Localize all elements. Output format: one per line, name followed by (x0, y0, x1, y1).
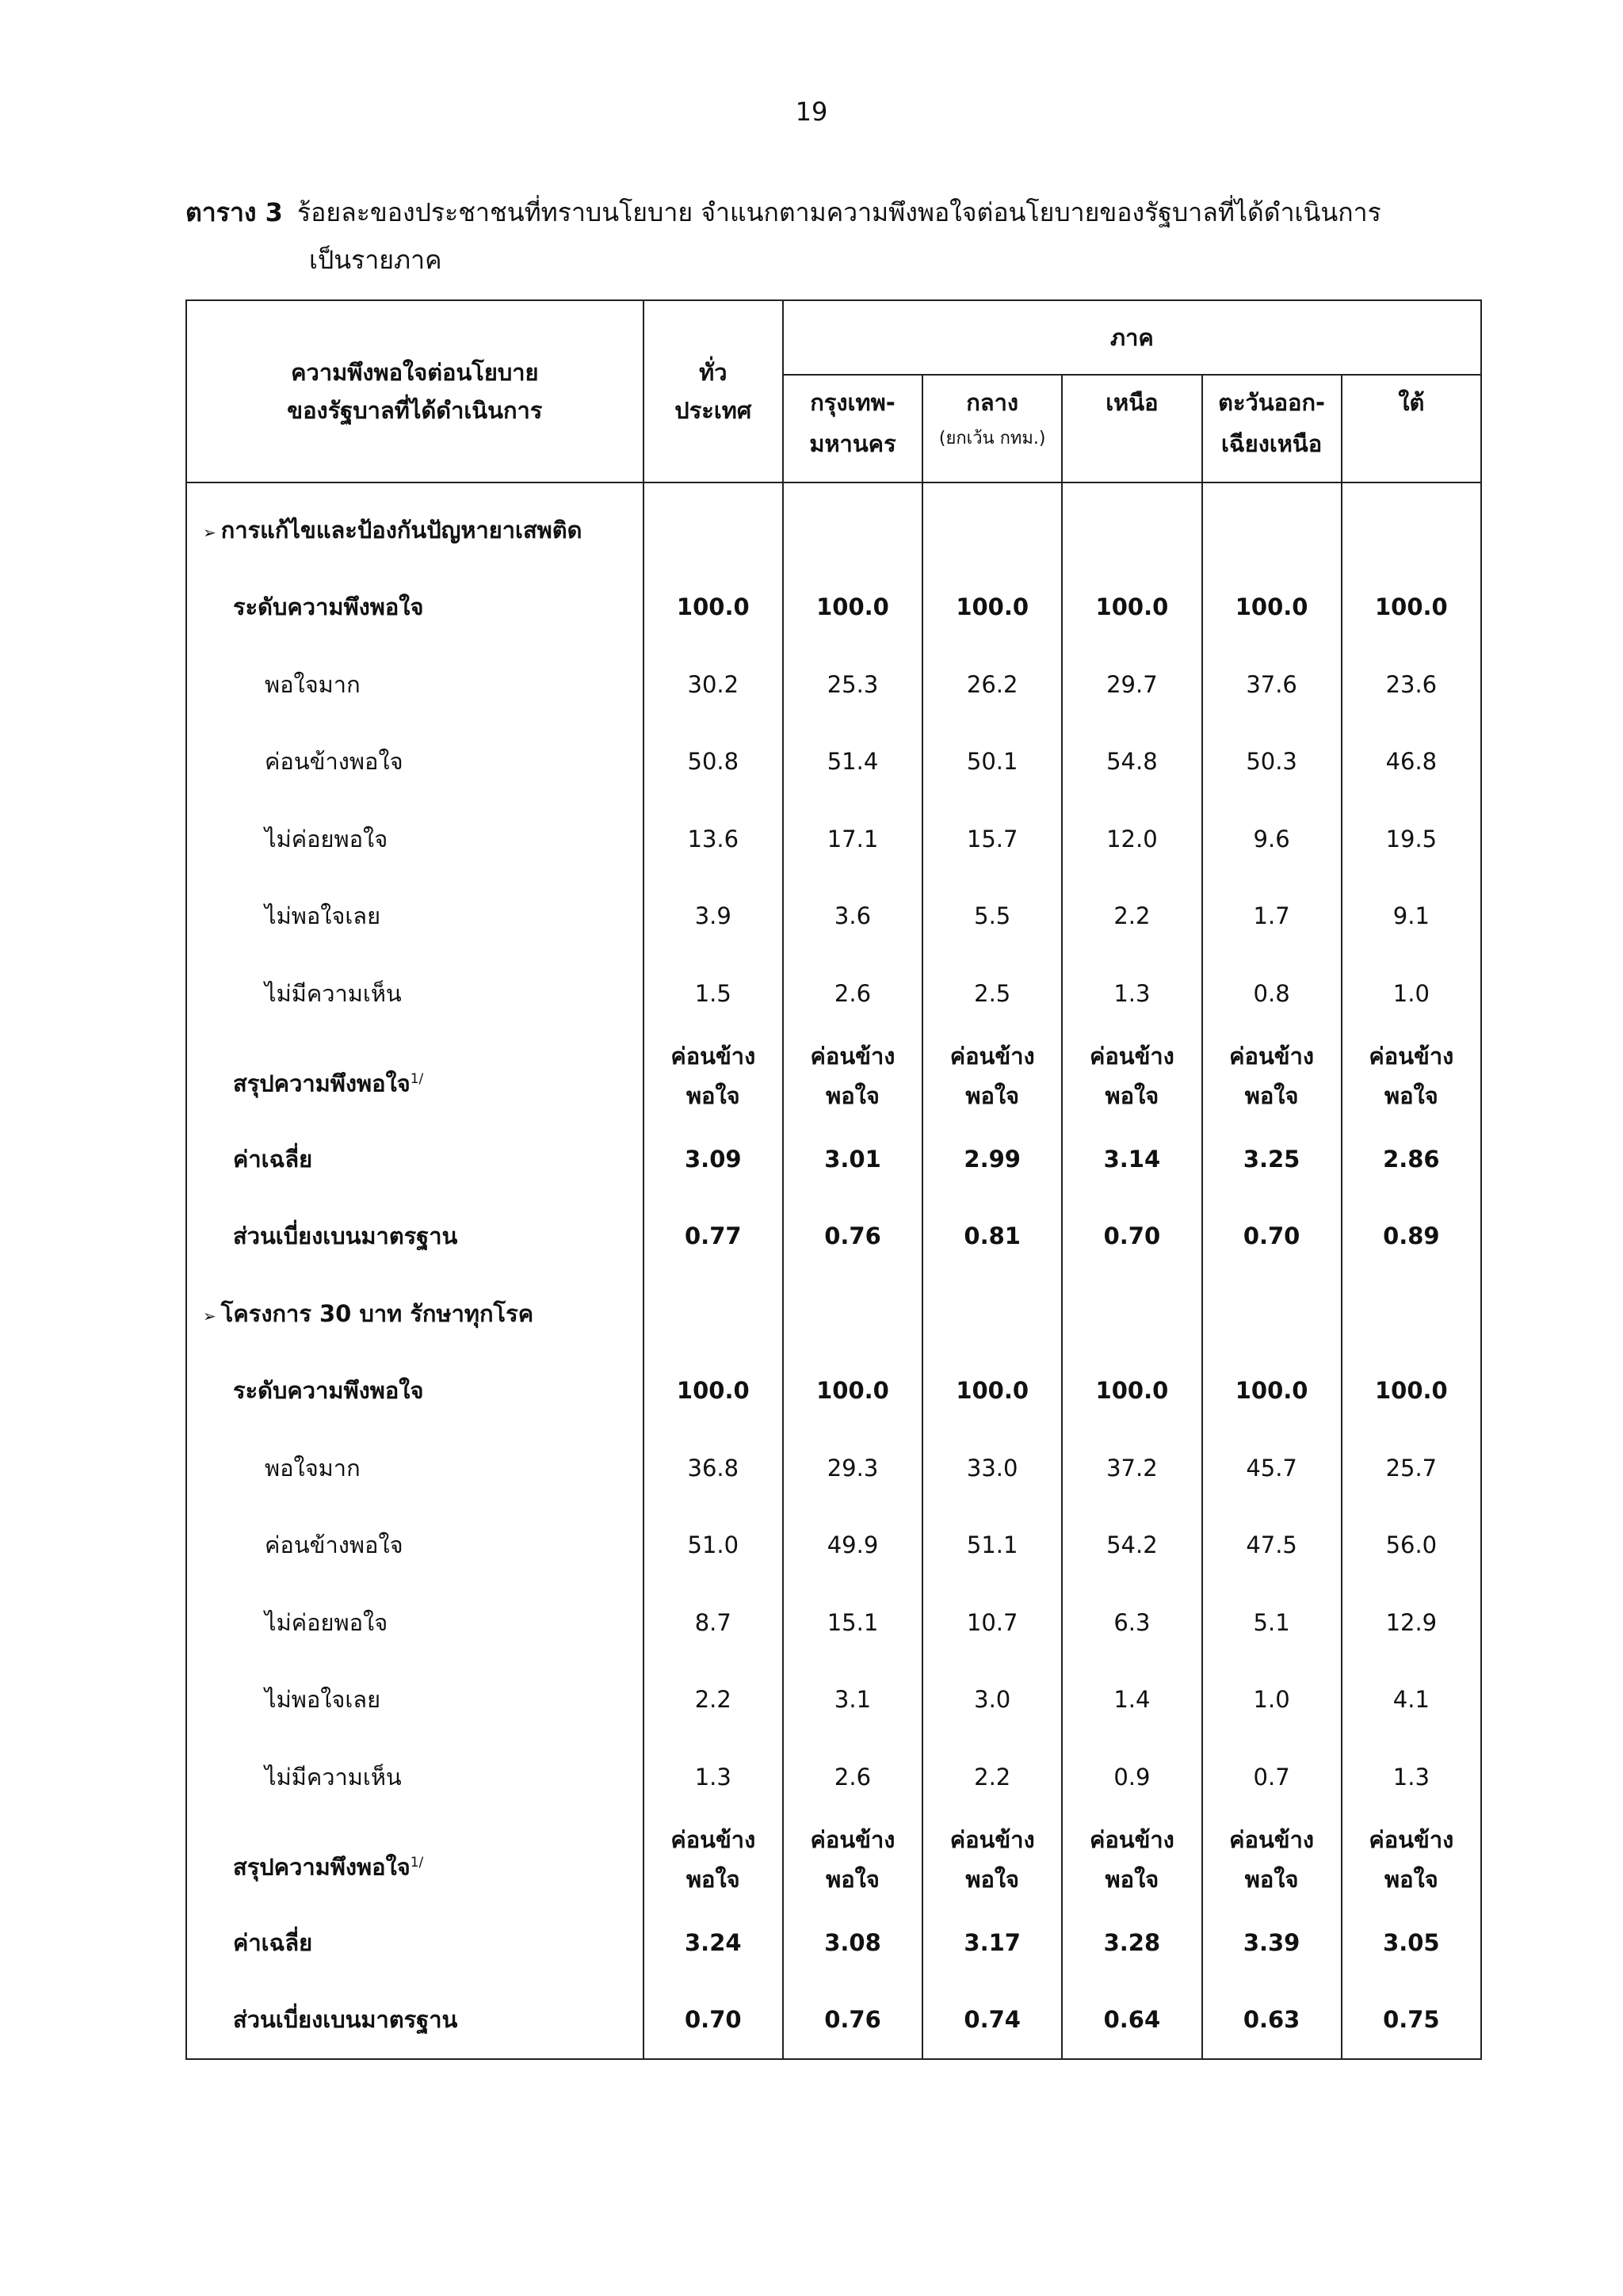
detail-value: 12.9 (1342, 1584, 1481, 1661)
summary-value-line2: พอใจ (826, 1866, 880, 1894)
detail-value: 2.2 (1062, 878, 1201, 955)
detail-label: ไม่ค่อยพอใจ (186, 800, 643, 878)
header-region-line2: มหานคร (809, 430, 896, 457)
detail-value: 54.2 (1062, 1507, 1201, 1585)
detail-value: 3.0 (922, 1661, 1062, 1739)
total-label: ระดับความพึงพอใจ (186, 569, 643, 646)
summary-value-line2: พอใจ (1105, 1866, 1159, 1894)
detail-value: 47.5 (1202, 1507, 1342, 1585)
summary-value-line1: ค่อนข้าง (810, 1826, 896, 1854)
sd-value: 0.63 (1202, 1981, 1342, 2060)
detail-value: 15.7 (922, 800, 1062, 878)
detail-row (186, 800, 1481, 878)
header-region-note: (ยกเว้น กทม.) (938, 429, 1046, 448)
detail-value: 5.1 (1202, 1584, 1342, 1661)
mean-label: ค่าเฉลี่ย (186, 1120, 643, 1198)
summary-value-line1: ค่อนข้าง (1089, 1826, 1174, 1854)
detail-value: 2.2 (643, 1661, 783, 1739)
caption-label: ตาราง 3 (185, 197, 283, 227)
mean-row (186, 1904, 1481, 1981)
summary-label-text: สรุปความพึงพอใจ (233, 1854, 411, 1882)
header-region-line1: ตะวันออก- (1218, 389, 1326, 416)
detail-value: 51.4 (783, 723, 922, 801)
summary-value-line2: พอใจ (826, 1082, 880, 1110)
header-policy-satisfaction (186, 300, 643, 482)
table-caption (185, 189, 1485, 284)
header-region-0 (783, 375, 922, 482)
detail-value: 0.9 (1062, 1738, 1201, 1816)
summary-value-line2: พอใจ (1244, 1082, 1299, 1110)
detail-row (186, 1661, 1481, 1739)
summary-value (643, 1032, 783, 1121)
detail-row (186, 1738, 1481, 1816)
header-region-4 (1342, 375, 1481, 482)
total-label: ระดับความพึงพอใจ (186, 1352, 643, 1430)
empty-cell (922, 1275, 1062, 1352)
detail-value: 25.7 (1342, 1429, 1481, 1507)
detail-value: 15.1 (783, 1584, 922, 1661)
detail-row (186, 1507, 1481, 1585)
sd-value: 0.70 (1062, 1198, 1201, 1276)
detail-row (186, 1429, 1481, 1507)
detail-row (186, 723, 1481, 801)
mean-value: 2.99 (922, 1120, 1062, 1198)
detail-value: 45.7 (1202, 1429, 1342, 1507)
detail-value: 50.8 (643, 723, 783, 801)
total-value: 100.0 (643, 569, 783, 646)
detail-value: 1.5 (643, 955, 783, 1032)
header-national-line2: ประเทศ (674, 397, 752, 424)
section-row (186, 482, 1481, 569)
sd-value: 0.74 (922, 1981, 1062, 2060)
header-region-3 (1202, 375, 1342, 482)
summary-value-line1: ค่อนข้าง (810, 1043, 896, 1070)
detail-value: 49.9 (783, 1507, 922, 1585)
header-region-group: ภาค (783, 300, 1481, 375)
empty-cell (1342, 482, 1481, 569)
sd-value: 0.70 (643, 1981, 783, 2060)
detail-value: 13.6 (643, 800, 783, 878)
total-value: 100.0 (1062, 1352, 1201, 1430)
summary-value-line1: ค่อนข้าง (670, 1043, 756, 1070)
detail-value: 8.7 (643, 1584, 783, 1661)
detail-value: 46.8 (1342, 723, 1481, 801)
mean-value: 3.39 (1202, 1904, 1342, 1981)
detail-value: 4.1 (1342, 1661, 1481, 1739)
sd-label: ส่วนเบี่ยงเบนมาตรฐาน (186, 1198, 643, 1276)
detail-value: 1.3 (1062, 955, 1201, 1032)
summary-value (1202, 1032, 1342, 1121)
satisfaction-table (185, 299, 1482, 2060)
detail-value: 10.7 (922, 1584, 1062, 1661)
total-value: 100.0 (1202, 1352, 1342, 1430)
sd-value: 0.70 (1202, 1198, 1342, 1276)
detail-value: 3.9 (643, 878, 783, 955)
empty-cell (783, 1275, 922, 1352)
empty-cell (1202, 1275, 1342, 1352)
mean-value: 3.24 (643, 1904, 783, 1981)
detail-value: 3.6 (783, 878, 922, 955)
detail-value: 1.3 (643, 1738, 783, 1816)
detail-value: 1.0 (1202, 1661, 1342, 1739)
summary-value-line2: พอใจ (1105, 1082, 1159, 1110)
detail-value: 1.3 (1342, 1738, 1481, 1816)
detail-value: 30.2 (643, 646, 783, 723)
summary-value (783, 1032, 922, 1121)
detail-value: 2.6 (783, 1738, 922, 1816)
mean-value: 3.01 (783, 1120, 922, 1198)
detail-row (186, 878, 1481, 955)
summary-value-line1: ค่อนข้าง (1229, 1043, 1315, 1070)
header-col0-line2: ของรัฐบาลที่ได้ดำเนินการ (287, 397, 543, 424)
empty-cell (1202, 482, 1342, 569)
detail-value: 37.6 (1202, 646, 1342, 723)
summary-value-line1: ค่อนข้าง (1229, 1826, 1315, 1854)
summary-value-line1: ค่อนข้าง (670, 1826, 756, 1854)
detail-label: ไม่พอใจเลย (186, 878, 643, 955)
mean-label: ค่าเฉลี่ย (186, 1904, 643, 1981)
detail-value: 37.2 (1062, 1429, 1201, 1507)
total-value: 100.0 (783, 1352, 922, 1430)
summary-value (1342, 1816, 1481, 1905)
detail-value: 50.1 (922, 723, 1062, 801)
detail-row (186, 1584, 1481, 1661)
summary-value-line2: พอใจ (1244, 1866, 1299, 1894)
sd-value: 0.81 (922, 1198, 1062, 1276)
detail-label: ค่อนข้างพอใจ (186, 1507, 643, 1585)
caption-line-2: เป็นรายภาค (309, 245, 442, 275)
detail-value: 51.1 (922, 1507, 1062, 1585)
mean-value: 3.09 (643, 1120, 783, 1198)
header-region-2 (1062, 375, 1201, 482)
summary-value-line2: พอใจ (965, 1866, 1020, 1894)
detail-value: 50.3 (1202, 723, 1342, 801)
header-region-line1: ใต้ (1398, 389, 1425, 416)
empty-cell (1062, 1275, 1201, 1352)
section-title (186, 1275, 643, 1352)
detail-value: 29.3 (783, 1429, 922, 1507)
empty-cell (922, 482, 1062, 569)
section-row (186, 1275, 1481, 1352)
detail-value: 2.5 (922, 955, 1062, 1032)
total-value: 100.0 (922, 1352, 1062, 1430)
header-national-line1: ทั่ว (699, 359, 727, 386)
sd-label: ส่วนเบี่ยงเบนมาตรฐาน (186, 1981, 643, 2060)
detail-label: พอใจมาก (186, 646, 643, 723)
section-title (186, 482, 643, 569)
total-value: 100.0 (643, 1352, 783, 1430)
footnote-mark: 1/ (410, 1855, 424, 1871)
detail-label: ไม่มีความเห็น (186, 955, 643, 1032)
summary-value-line2: พอใจ (685, 1082, 740, 1110)
sd-row (186, 1981, 1481, 2060)
detail-value: 6.3 (1062, 1584, 1201, 1661)
summary-row (186, 1816, 1481, 1905)
total-row (186, 569, 1481, 646)
detail-value: 51.0 (643, 1507, 783, 1585)
empty-cell (783, 482, 922, 569)
summary-label (186, 1816, 643, 1905)
summary-value-line1: ค่อนข้าง (1369, 1043, 1454, 1070)
total-value: 100.0 (922, 569, 1062, 646)
detail-value: 1.4 (1062, 1661, 1201, 1739)
mean-row (186, 1120, 1481, 1198)
detail-row (186, 646, 1481, 723)
detail-value: 0.8 (1202, 955, 1342, 1032)
detail-value: 54.8 (1062, 723, 1201, 801)
detail-value: 0.7 (1202, 1738, 1342, 1816)
detail-value: 5.5 (922, 878, 1062, 955)
summary-label-text: สรุปความพึงพอใจ (233, 1070, 411, 1098)
detail-value: 2.2 (922, 1738, 1062, 1816)
detail-value: 36.8 (643, 1429, 783, 1507)
summary-value (922, 1032, 1062, 1121)
detail-value: 29.7 (1062, 646, 1201, 723)
mean-value: 3.14 (1062, 1120, 1201, 1198)
detail-label: ค่อนข้างพอใจ (186, 723, 643, 801)
mean-value: 3.05 (1342, 1904, 1481, 1981)
summary-value-line2: พอใจ (1384, 1866, 1438, 1894)
header-region-line1: กลาง (966, 389, 1019, 416)
total-value: 100.0 (1062, 569, 1201, 646)
detail-value: 33.0 (922, 1429, 1062, 1507)
sd-value: 0.89 (1342, 1198, 1481, 1276)
section-title-text: การแก้ไขและป้องกันปัญหายาเสพติด (220, 516, 582, 543)
detail-value: 2.6 (783, 955, 922, 1032)
summary-value-line1: ค่อนข้าง (949, 1043, 1035, 1070)
detail-label: ไม่ค่อยพอใจ (186, 1584, 643, 1661)
detail-value: 25.3 (783, 646, 922, 723)
sd-value: 0.77 (643, 1198, 783, 1276)
summary-value-line1: ค่อนข้าง (1369, 1826, 1454, 1854)
detail-value: 3.1 (783, 1661, 922, 1739)
sd-value: 0.75 (1342, 1981, 1481, 2060)
total-value: 100.0 (783, 569, 922, 646)
empty-cell (1342, 1275, 1481, 1352)
summary-value (783, 1816, 922, 1905)
empty-cell (1062, 482, 1201, 569)
detail-row (186, 955, 1481, 1032)
caption-line-1: ร้อยละของประชาชนที่ทราบนโยบาย จำแนกตามความพึงพอใจต่อนโยบายของรัฐบาลที่ได้ดำเนินการ (296, 197, 1381, 227)
footnote-mark: 1/ (410, 1071, 424, 1088)
summary-value-line2: พอใจ (685, 1866, 740, 1894)
mean-value: 3.25 (1202, 1120, 1342, 1198)
summary-value-line2: พอใจ (965, 1082, 1020, 1110)
detail-label: พอใจมาก (186, 1429, 643, 1507)
bullet-icon: ➢ (203, 522, 216, 542)
detail-value: 23.6 (1342, 646, 1481, 723)
summary-row (186, 1032, 1481, 1121)
sd-value: 0.76 (783, 1981, 922, 2060)
mean-value: 2.86 (1342, 1120, 1481, 1198)
header-col0-line1: ความพึงพอใจต่อนโยบาย (291, 359, 539, 386)
sd-row (186, 1198, 1481, 1276)
summary-value (1202, 1816, 1342, 1905)
header-region-line1: กรุงเทพ- (810, 389, 896, 416)
detail-value: 12.0 (1062, 800, 1201, 878)
summary-value (643, 1816, 783, 1905)
detail-label: ไม่มีความเห็น (186, 1738, 643, 1816)
bullet-icon: ➢ (203, 1306, 216, 1325)
header-national (643, 300, 783, 482)
header-region-line2: เฉียงเหนือ (1221, 430, 1323, 457)
total-value: 100.0 (1342, 569, 1481, 646)
sd-value: 0.64 (1062, 1981, 1201, 2060)
empty-cell (643, 1275, 783, 1352)
summary-value (1062, 1816, 1201, 1905)
detail-label: ไม่พอใจเลย (186, 1661, 643, 1739)
summary-value (1062, 1032, 1201, 1121)
summary-label (186, 1032, 643, 1121)
detail-value: 1.7 (1202, 878, 1342, 955)
summary-value (1342, 1032, 1481, 1121)
mean-value: 3.08 (783, 1904, 922, 1981)
sd-value: 0.76 (783, 1198, 922, 1276)
detail-value: 19.5 (1342, 800, 1481, 878)
total-row (186, 1352, 1481, 1430)
total-value: 100.0 (1342, 1352, 1481, 1430)
empty-cell (643, 482, 783, 569)
summary-value (922, 1816, 1062, 1905)
detail-value: 1.0 (1342, 955, 1481, 1032)
detail-value: 17.1 (783, 800, 922, 878)
section-title-text: โครงการ 30 บาท รักษาทุกโรค (220, 1299, 534, 1327)
header-region-line1: เหนือ (1106, 389, 1159, 416)
detail-value: 56.0 (1342, 1507, 1481, 1585)
mean-value: 3.28 (1062, 1904, 1201, 1981)
detail-value: 26.2 (922, 646, 1062, 723)
mean-value: 3.17 (922, 1904, 1062, 1981)
page-number: 19 (795, 97, 828, 127)
summary-value-line1: ค่อนข้าง (1089, 1043, 1174, 1070)
detail-value: 9.6 (1202, 800, 1342, 878)
total-value: 100.0 (1202, 569, 1342, 646)
detail-value: 9.1 (1342, 878, 1481, 955)
summary-value-line1: ค่อนข้าง (949, 1826, 1035, 1854)
header-region-1 (922, 375, 1062, 482)
summary-value-line2: พอใจ (1384, 1082, 1438, 1110)
